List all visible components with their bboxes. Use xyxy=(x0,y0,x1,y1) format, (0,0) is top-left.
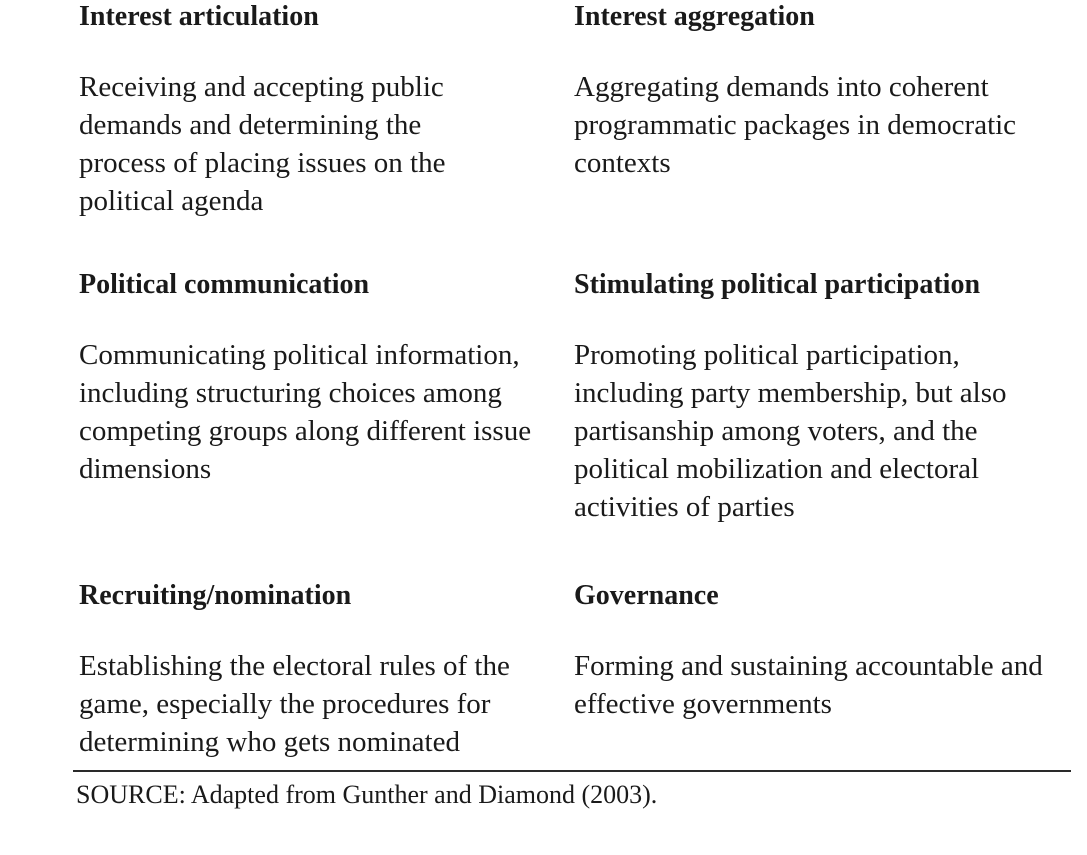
function-description-political-communication: Communicating political information, including structuring choices among competing groups along different issue dimensions xyxy=(79,339,532,485)
function-heading-political-communication: Political communication xyxy=(79,269,370,300)
function-description-interest-aggregation: Aggregating demands into coherent programmatic packages in democratic contexts xyxy=(574,71,1017,179)
source-note: SOURCE: Adapted from Gunther and Diamond (2003). xyxy=(76,780,658,809)
function-description-recruiting-nomination: Establishing the electoral rules of the game, especially the procedures for determining who gets nominated xyxy=(79,650,510,758)
function-heading-interest-articulation: Interest articulation xyxy=(79,1,319,32)
function-description-interest-articulation: Receiving and accepting public demands and determining the process of placing issues on the political agenda xyxy=(79,71,446,217)
function-description-stimulating-participation: Promoting political participation, including party membership, but also partisanship among voters, and the political mobilization and electoral activities of parties xyxy=(574,339,1007,523)
function-heading-stimulating-participation: Stimulating political participation xyxy=(574,269,981,300)
function-heading-governance: Governance xyxy=(574,580,719,611)
function-heading-recruiting-nomination: Recruiting/nomination xyxy=(79,580,352,611)
function-heading-interest-aggregation: Interest aggregation xyxy=(574,1,815,32)
function-description-governance: Forming and sustaining accountable and effective governments xyxy=(574,650,1043,720)
table-bottom-rule xyxy=(73,770,1071,772)
